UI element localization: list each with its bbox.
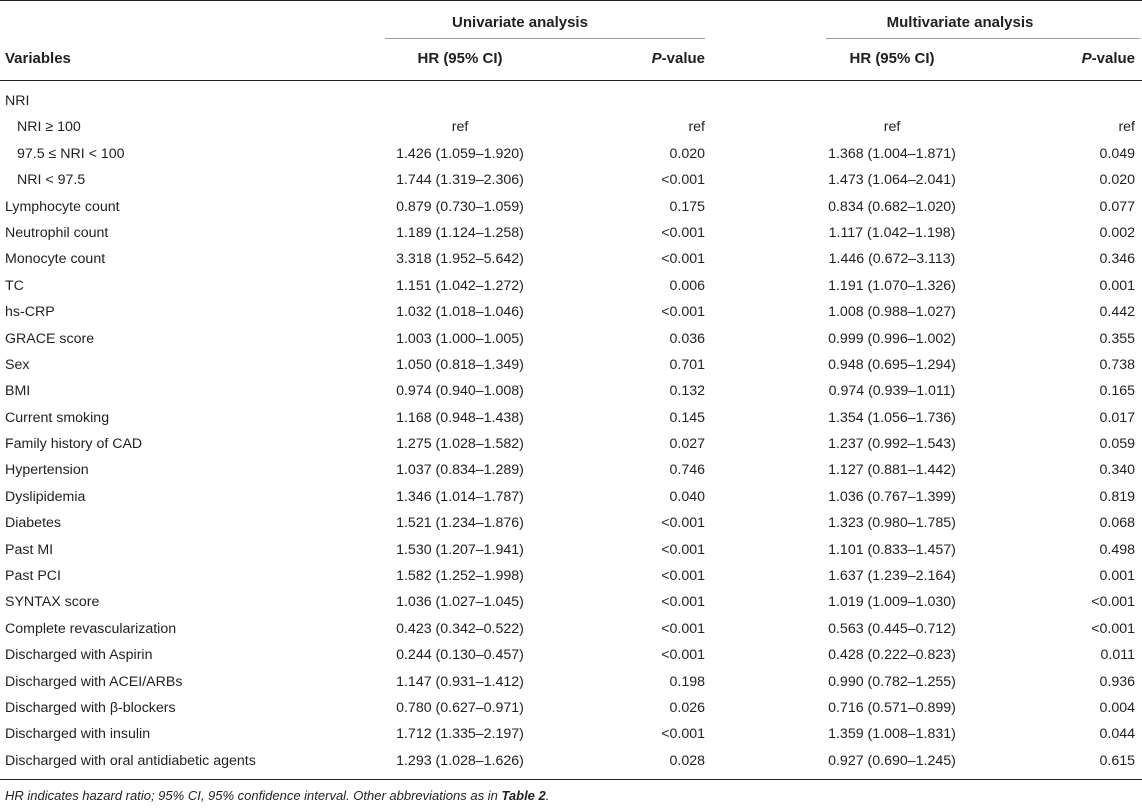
univariate-hr-cell: 1.050 (0.818–1.349) (396, 356, 524, 373)
multivariate-p-cell: 0.498 (1099, 541, 1135, 558)
p-suffix: -value (1091, 50, 1135, 67)
variable-cell: Sex (5, 356, 30, 373)
univariate-hr-cell: 1.189 (1.124–1.258) (396, 224, 524, 241)
table-row (0, 563, 1142, 589)
footnote-table-ref: Table 2 (501, 788, 546, 803)
table-row (0, 352, 1142, 378)
univariate-p-cell: <0.001 (661, 726, 705, 743)
univariate-p-cell: <0.001 (661, 620, 705, 637)
multivariate-p-cell: <0.001 (1091, 620, 1135, 637)
univariate-p-cell: 0.040 (669, 488, 705, 505)
table-row (0, 616, 1142, 642)
univariate-group-header: Univariate analysis (452, 14, 588, 31)
multivariate-p-cell: 0.936 (1099, 673, 1135, 690)
univariate-hr-cell: 0.244 (0.130–0.457) (396, 647, 524, 664)
variable-cell: Neutrophil count (5, 224, 109, 241)
univariate-p-cell: <0.001 (661, 541, 705, 558)
univariate-hr-column-header: HR (95% CI) (417, 50, 503, 67)
p-suffix: -value (661, 50, 705, 67)
univariate-hr-cell: 1.582 (1.252–1.998) (396, 568, 524, 585)
multivariate-hr-cell: 0.716 (0.571–0.899) (828, 699, 956, 716)
univariate-p-cell: <0.001 (661, 568, 705, 585)
multivariate-p-cell: 0.165 (1099, 383, 1135, 400)
multivariate-p-cell: 0.044 (1099, 726, 1135, 743)
univariate-p-cell: <0.001 (661, 647, 705, 664)
multivariate-p-column-header (1030, 50, 1135, 67)
multivariate-hr-cell: 0.834 (0.682–1.020) (828, 198, 956, 215)
univariate-hr-cell: 1.346 (1.014–1.787) (396, 488, 524, 505)
univariate-hr-cell: 1.003 (1.000–1.005) (396, 330, 524, 347)
variable-cell: Discharged with Aspirin (5, 647, 153, 664)
p-italic: P (1081, 50, 1092, 67)
multivariate-p-cell: ref (1118, 119, 1135, 136)
univariate-p-cell: <0.001 (661, 224, 705, 241)
multivariate-hr-column-header: HR (95% CI) (849, 50, 935, 67)
variable-cell: Past PCI (5, 568, 61, 585)
table-row (0, 273, 1142, 299)
variable-cell: NRI (5, 93, 30, 109)
univariate-hr-cell: 1.530 (1.207–1.941) (396, 541, 524, 558)
table-top-rule (0, 0, 1142, 1)
table-row (0, 326, 1142, 352)
univariate-p-cell: ref (688, 119, 705, 136)
univariate-hr-cell: 1.426 (1.059–1.920) (396, 145, 524, 162)
p-italic: P (651, 50, 662, 67)
multivariate-hr-cell: 1.036 (0.767–1.399) (828, 488, 956, 505)
univariate-hr-cell: 1.712 (1.335–2.197) (396, 726, 524, 743)
multivariate-p-cell: 0.011 (1100, 647, 1135, 664)
univariate-hr-cell: ref (451, 119, 469, 136)
table-body (0, 88, 1142, 774)
variable-cell: Discharged with insulin (5, 726, 151, 743)
table-row (0, 405, 1142, 431)
multivariate-hr-cell: 1.637 (1.239–2.164) (828, 568, 956, 585)
multivariate-group-rule (826, 38, 1140, 39)
variable-cell: Past MI (5, 541, 54, 558)
variable-cell: 97.5 ≤ NRI < 100 (17, 145, 125, 162)
univariate-hr-cell: 0.974 (0.940–1.008) (396, 383, 524, 400)
table-row (0, 537, 1142, 563)
variable-cell: Hypertension (5, 462, 89, 479)
table-row (0, 431, 1142, 457)
multivariate-hr-cell: 1.473 (1.064–2.041) (828, 172, 956, 189)
univariate-p-cell: <0.001 (661, 594, 705, 611)
multivariate-hr-cell: 0.999 (0.996–1.002) (828, 330, 956, 347)
univariate-p-cell: 0.028 (669, 752, 705, 769)
multivariate-hr-cell: 1.237 (0.992–1.543) (828, 436, 956, 453)
multivariate-hr-cell: 0.948 (0.695–1.294) (828, 356, 956, 373)
multivariate-hr-cell: 1.127 (0.881–1.442) (828, 462, 956, 479)
table-row (0, 748, 1142, 774)
univariate-hr-cell: 1.151 (1.042–1.272) (396, 277, 524, 294)
multivariate-hr-cell: 0.990 (0.782–1.255) (828, 673, 956, 690)
table-row (0, 589, 1142, 615)
univariate-p-cell: 0.746 (669, 462, 705, 479)
univariate-hr-cell: 1.168 (0.948–1.438) (396, 409, 524, 426)
footnote-text: HR indicates hazard ratio; 95% CI, 95% confidence interval. Other abbreviations as in (5, 788, 502, 803)
header-bottom-rule (0, 80, 1142, 81)
multivariate-hr-cell: 0.927 (0.690–1.245) (828, 752, 956, 769)
multivariate-p-cell: 0.049 (1099, 145, 1135, 162)
multivariate-hr-cell: 1.323 (0.980–1.785) (828, 515, 956, 532)
variable-cell: Discharged with β-blockers (5, 699, 176, 716)
multivariate-group-header: Multivariate analysis (886, 14, 1034, 31)
table-bottom-rule (0, 779, 1142, 780)
variable-cell: Lymphocyte count (5, 198, 120, 215)
multivariate-p-cell: 0.020 (1099, 172, 1135, 189)
variable-cell: Complete revascularization (5, 620, 177, 637)
multivariate-hr-cell: 1.191 (1.070–1.326) (828, 277, 956, 294)
univariate-group-rule (385, 38, 705, 39)
variable-cell: hs-CRP (5, 304, 55, 321)
table-row (0, 510, 1142, 536)
footnote-end: . (545, 788, 550, 803)
table-row (0, 721, 1142, 747)
univariate-p-column-header (600, 50, 705, 67)
table-row (0, 669, 1142, 695)
variable-cell: Diabetes (5, 515, 61, 532)
univariate-hr-cell: 1.147 (0.931–1.412) (396, 673, 524, 690)
univariate-p-cell: 0.132 (669, 383, 705, 400)
univariate-p-cell: <0.001 (661, 251, 705, 268)
univariate-p-cell: 0.036 (669, 330, 705, 347)
variable-cell: Discharged with oral antidiabetic agents (5, 752, 256, 769)
univariate-hr-cell: 3.318 (1.952–5.642) (396, 251, 524, 268)
table-row (0, 220, 1142, 246)
variable-cell: Current smoking (5, 409, 110, 426)
univariate-p-cell: <0.001 (661, 304, 705, 321)
multivariate-hr-cell: 1.368 (1.004–1.871) (828, 145, 956, 162)
table-row (0, 378, 1142, 404)
univariate-p-cell: 0.020 (669, 145, 705, 162)
multivariate-p-cell: 0.355 (1099, 330, 1135, 347)
univariate-hr-cell: 0.423 (0.342–0.522) (396, 620, 524, 637)
univariate-p-cell: <0.001 (661, 515, 705, 532)
table-row (0, 141, 1142, 167)
variable-cell: TC (5, 277, 24, 294)
table-row (0, 114, 1142, 140)
multivariate-p-cell: <0.001 (1091, 594, 1135, 611)
univariate-p-cell: 0.175 (669, 198, 705, 215)
multivariate-hr-cell: 1.359 (1.008–1.831) (828, 726, 956, 743)
univariate-hr-cell: 0.780 (0.627–0.971) (396, 699, 524, 716)
variable-cell: NRI ≥ 100 (17, 119, 81, 136)
multivariate-p-cell: 0.059 (1099, 436, 1135, 453)
multivariate-p-cell: 0.002 (1099, 224, 1135, 241)
multivariate-p-cell: 0.017 (1099, 409, 1135, 426)
table-row (0, 484, 1142, 510)
variable-cell: Dyslipidemia (5, 488, 86, 505)
multivariate-hr-cell: 0.428 (0.222–0.823) (828, 647, 956, 664)
variable-cell: NRI < 97.5 (17, 172, 86, 189)
table-row (0, 642, 1142, 668)
univariate-hr-cell: 0.879 (0.730–1.059) (396, 198, 524, 215)
multivariate-hr-cell: ref (883, 119, 901, 136)
univariate-p-cell: <0.001 (661, 172, 705, 189)
multivariate-hr-cell: 1.008 (0.988–1.027) (828, 304, 956, 321)
table-row (0, 246, 1142, 272)
multivariate-hr-cell: 1.446 (0.672–3.113) (828, 251, 956, 268)
table-row (0, 457, 1142, 483)
univariate-p-cell: 0.145 (669, 409, 705, 426)
multivariate-p-cell: 0.077 (1099, 198, 1135, 215)
univariate-hr-cell: 1.036 (1.027–1.045) (396, 594, 524, 611)
univariate-hr-cell: 1.293 (1.028–1.626) (396, 752, 524, 769)
multivariate-hr-cell: 1.101 (0.833–1.457) (828, 541, 956, 558)
multivariate-p-cell: 0.346 (1099, 251, 1135, 268)
multivariate-hr-cell: 0.563 (0.445–0.712) (828, 620, 956, 637)
multivariate-p-cell: 0.738 (1099, 356, 1135, 373)
multivariate-p-cell: 0.442 (1099, 304, 1135, 321)
multivariate-p-cell: 0.068 (1099, 515, 1135, 532)
multivariate-p-cell: 0.340 (1099, 462, 1135, 479)
table-footnote (5, 788, 549, 803)
multivariate-hr-cell: 1.117 (1.042–1.198) (828, 224, 956, 241)
multivariate-hr-cell: 1.354 (1.056–1.736) (828, 409, 956, 426)
univariate-p-cell: 0.027 (669, 436, 705, 453)
univariate-p-cell: 0.701 (669, 356, 705, 373)
table-row (0, 88, 1142, 114)
univariate-p-cell: 0.006 (669, 277, 705, 294)
variable-cell: Monocyte count (5, 251, 106, 268)
multivariate-hr-cell: 0.974 (0.939–1.011) (828, 383, 956, 400)
multivariate-p-cell: 0.004 (1099, 699, 1135, 716)
table-row (0, 299, 1142, 325)
table-row (0, 695, 1142, 721)
univariate-p-cell: 0.198 (669, 673, 705, 690)
univariate-hr-cell: 1.275 (1.028–1.582) (396, 436, 524, 453)
univariate-hr-cell: 1.744 (1.319–2.306) (396, 172, 524, 189)
univariate-hr-cell: 1.521 (1.234–1.876) (396, 515, 524, 532)
univariate-hr-cell: 1.037 (0.834–1.289) (396, 462, 524, 479)
variable-cell: Discharged with ACEI/ARBs (5, 673, 183, 690)
variables-column-header: Variables (5, 50, 71, 67)
table-row (0, 194, 1142, 220)
multivariate-p-cell: 0.001 (1099, 277, 1135, 294)
variable-cell: BMI (5, 383, 31, 400)
table-row (0, 167, 1142, 193)
multivariate-p-cell: 0.819 (1099, 488, 1135, 505)
multivariate-p-cell: 0.615 (1099, 752, 1135, 769)
variable-cell: SYNTAX score (5, 594, 100, 611)
variable-cell: Family history of CAD (5, 436, 143, 453)
multivariate-hr-cell: 1.019 (1.009–1.030) (828, 594, 956, 611)
multivariate-p-cell: 0.001 (1099, 568, 1135, 585)
univariate-hr-cell: 1.032 (1.018–1.046) (396, 304, 524, 321)
univariate-p-cell: 0.026 (669, 699, 705, 716)
variable-cell: GRACE score (5, 330, 95, 347)
